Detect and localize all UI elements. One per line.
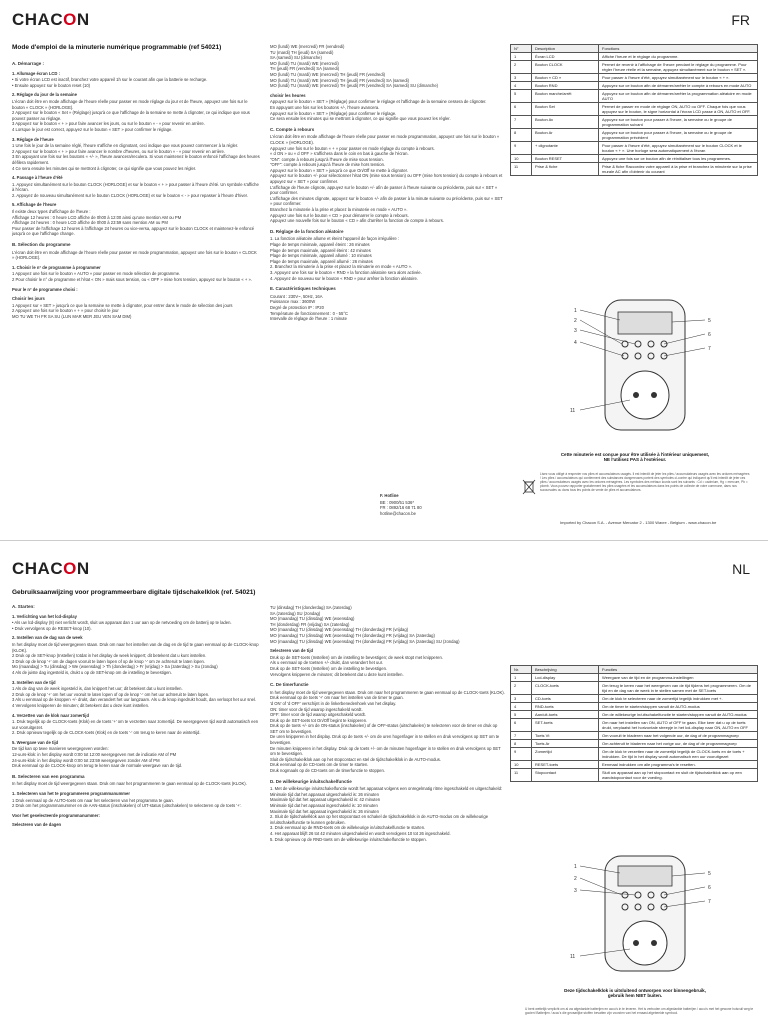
device-label: 3	[574, 888, 577, 894]
table-cell: Om terug te keren naar het weergeven van de tijd tijdens het programmeren. Om de tijd en de dag van de week in te stellen samen met de SET-toets	[599, 682, 758, 695]
device-label: 7	[708, 899, 711, 905]
paragraph: Plage de temps minimale, appareil éteint : 26 minutes	[270, 242, 370, 247]
paragraph: 2. Druk opnieuw tegelijk op de CLOCK-toets (Klok) en de toets '-' om terug te keren naar de wintertijd.	[12, 730, 201, 736]
subsection-heading: 4. Passage à l'heure d'été	[12, 175, 63, 181]
section-heading: B. Sélection du programme	[12, 242, 71, 248]
paragraph: OFF: timer voor de tijd waarop uitgeschakeld wordt.	[270, 712, 366, 718]
subsection-heading: 4. Verzetten van de klok naar zomertijd	[12, 712, 90, 718]
paragraph: "ON": compte à rebours jusqu'à l'heure de mise sous tension.	[270, 156, 384, 162]
table-cell: Bouton Av	[532, 116, 599, 129]
table-row	[511, 82, 758, 90]
paragraph: 1 Appuyez une fois sur le bouton « AUTO » pour passer en mode sélection de programme.	[12, 271, 181, 277]
device-label: 6	[708, 332, 711, 338]
paragraph: Plage de temps maximale, appareil éteint : 42 minutes	[270, 247, 371, 253]
table-cell: Bouton RND	[532, 82, 599, 90]
paragraph: 1 Une fois le jour de la semaine réglé, l'heure s'affiche en clignotant, ceci indique que vous pouvez commencer à la régler.	[12, 143, 239, 149]
table-cell: 10	[511, 155, 532, 163]
paragraph: 3 Appuyez sur le bouton « + » pour faire avancer les jours, ou sur le bouton « - » pour revenir en arrière.	[12, 121, 205, 127]
paragraph: MO (lundi) TU (mardi) WE (mercredi) TH (jeudi) FR (vendredi) SA (samedi) SU (dimanche)	[270, 83, 439, 89]
paragraph: MO TU WE TH FR SA SU (LUN MAR MER JEU VEN SAM DIM)	[12, 313, 132, 319]
chacon-logo: CHACON	[12, 559, 90, 578]
device-label: 5	[708, 318, 711, 324]
table-row	[511, 155, 758, 163]
paragraph: Ce sera ensuite les minutes qui se mettront à clignoter, ce qui signifie que vous pouvez les régler.	[270, 116, 451, 122]
paragraph: Sluit de tijdschakelklok aan op het stopcontact en stel de tijdschakelklok in de AUTO-modus.	[270, 756, 442, 762]
paragraph: Appuyez une fois sur le bouton « CD » pour démarrer le compte à rebours.	[270, 212, 409, 218]
timer-device-diagram	[540, 851, 740, 976]
table-cell: Pour passer à l'heure d'été, appuyez simultanément sur le bouton « + ».	[599, 74, 758, 82]
table-cell: CLOCK-toets	[532, 682, 599, 695]
table-cell: Toets Ar	[532, 740, 599, 748]
hotline-line: hotline@chacon.be	[380, 510, 416, 516]
paragraph: L'écran doit être en mode affichage de l'heure réelle pour passer en mode programmation, appuyez une fois sur le bouton « CLOCK » (HORLOGE).	[12, 249, 257, 261]
importer-footer: Imported by Chacon S.A. - Avenue Mercator 2 - 1300 Wavre - Belgium - www.chacon.be	[560, 520, 717, 525]
table-header-cell: Functies	[599, 666, 758, 674]
table-cell: 5	[511, 90, 532, 103]
paragraph: MO (maandag) TU (dinsdag) WE (woensdag) TH (donderdag) FR (vrijdag)	[270, 627, 409, 633]
hotline-title: F. Hotline	[380, 493, 399, 498]
table-cell: 1	[511, 674, 532, 682]
text-column-2	[270, 44, 505, 488]
table-cell: Écran LCD	[532, 53, 599, 61]
paragraph: 2 Pour choisir le n° de programme et l'état « ON » mais sous tension, ou « OFF » mise hors tension, appuyez sur le bouton « + ».	[12, 277, 253, 282]
table-cell: Bouton Set	[532, 103, 599, 116]
paragraph: MO (lundi) WE (mercredi) FR (vendredi)	[270, 44, 345, 49]
subsection-heading: Selecteren van de dagen	[12, 822, 62, 828]
paragraph: TH (donderdag) FR (vrijdag) SA (zaterdag)	[270, 621, 350, 627]
device-label: 11	[570, 954, 576, 960]
document-title: Gebruiksaanwijzing voor programmeerbare digitale tijdschakelklok (ref. 54021)	[12, 589, 256, 596]
table-cell: Om vooruit te bladeren naar het volgende uur, de dag of de programmagroep	[599, 732, 758, 740]
paragraph: MO (lundi) TU (mardi) WE (mercredi) TH (jeudi) FR (vendredi) SA (samedi)	[270, 77, 409, 83]
paragraph: TH (jeudi) FR (vendredi) SA (samedi)	[270, 66, 340, 72]
device-label: 11	[570, 408, 576, 414]
table-cell: RESET-toets	[532, 761, 599, 769]
paragraph: Appuyez sur le bouton « SET » (Réglage) pour confirmer le réglage et l'affichage de la semaine cessera de clignoter.	[270, 99, 487, 105]
battery-disposal-text: U bent wettelijk verplicht om al uw afgedankte batterijen en accu's in te leveren. Het is verboden om afgedankte batterijen / accu's met het gewone huisvuil weg te gooien! Batterijen / accu's die gevaarlijke stoffen bevatten zijn voorzien van het ernaast afgebeelde symbool.	[525, 1007, 754, 1015]
section-heading: C. De timerfunctie	[270, 682, 309, 688]
table-row	[511, 90, 758, 103]
device-label: 7	[708, 346, 711, 352]
paragraph: Appuyez sur le bouton +/- pour sélectionner l'état ON (mise sous tension) ou OFF (mise hors tension) du compte à rebours et appuyez sur « SET » pour confirmer.	[270, 173, 503, 185]
paragraph: Appuyez une nouvelle fois sur le bouton « CD » afin d'arrêter la fonction de compte à rebours.	[270, 218, 444, 224]
subsection-heading: 2. Réglage du jour de la semaine	[12, 92, 77, 98]
table-row	[511, 769, 758, 782]
paragraph: Als u eenmaal op de toetsen +/- drukt, dan verandert het uur.	[270, 660, 384, 666]
table-cell: Weergave van de tijd en de programma-instellingen	[599, 674, 758, 682]
paragraph: 3. Druk eenmaal op de RND-toets om de willekeurige in/uitschakelfunctie te starten.	[270, 825, 426, 831]
indoor-use-notice	[520, 452, 750, 462]
table-cell: 8	[511, 740, 532, 748]
paragraph: 1. Appuyez simultanément sur le bouton CLOCK (HORLOGE) et sur le bouton « + » pour passer à l'heure d'été. Un symbole s'affiche à l'écran.	[12, 181, 259, 193]
subsection-heading: 5. Affichage de l'heure	[12, 202, 57, 208]
table-cell: 3	[511, 695, 532, 703]
device-label: 1	[574, 308, 577, 314]
subsection-heading: 3. Réglage de l'heure	[12, 136, 54, 142]
table-cell: Bouton marche/arrêt	[532, 90, 599, 103]
text-column-2	[270, 605, 505, 1019]
paragraph: 2 Druk op de knop '+' om het uur vooruit te laten lopen of op de knop '-' om het uur achteruit te laten lopen.	[12, 691, 210, 697]
table-cell: 4	[511, 703, 532, 711]
table-cell: Om naar het instellen van ON, AUTO of OFF te gaan. Elke keer dat u op de toets drukt, verplaatst het horizontale streepje in het lcd-display naar ON, AUTO en OFF	[599, 719, 758, 732]
timer-device-diagram	[540, 290, 740, 445]
table-cell: Affiche l'heure et le réglage du programme.	[599, 53, 758, 61]
paragraph: Druk eenmaal op de CD-toets om de timer te starten.	[270, 762, 369, 768]
subsection-heading: 1. Choisir le n° de programme à programmer	[12, 264, 101, 270]
subsection-heading: 1. Verlichting van het lcd-display	[12, 613, 77, 619]
paragraph: 2 Druk om het programmanummer en de AAN-status (inschakelen) of UIT-status (uitschakelen) te selecteren op de toets '+'.	[12, 803, 242, 809]
paragraph: Courant : 230V~, 50Hz, 16A	[270, 293, 323, 299]
table-row	[511, 719, 758, 732]
paragraph: 12-uurs-klok: in het display wordt 0:00 tot 12:00 weergegeven met de indicatie AM of PM	[12, 752, 177, 758]
paragraph: 3 En appuyant une fois sur les boutons « +/- », l'heure avancera/reculera. Si vous maintenez le bouton enfoncé l'affichage des heures défilera rapidement.	[12, 154, 260, 165]
battery-disposal-text: Lisez vous obligé à respecter vos piles et accumulateurs usagés. Il est interdit de jeter les piles / accumulateurs usagés avec les ordures ménagères ! Les piles / accumulateurs qui contiennent des substances dangereuses portent des symboles ci-contre qui indiquent qu'il est interdit de jeter ces piles / accumulateurs usagés avec les ordures ménagères. Les symboles des métaux lourds sont les suivants : Cd = cadmium, Hg = mercure, Pb = plomb. Vous pouvez rapporter gratuitement les piles usagées et les accumulateurs dans les points de collecte de votre commune, dans nos succursales ou dans tous les points de vente de piles et accumulateurs.	[540, 472, 750, 492]
paragraph: ON: timer voor de tijd waarop ingeschakeld wordt.	[270, 706, 363, 712]
table-row	[511, 74, 758, 82]
table-cell: RND-toets	[532, 703, 599, 711]
device-label: 5	[708, 871, 711, 877]
table-row	[511, 732, 758, 740]
paragraph: 4. Appuyez de nouveau sur le bouton « RND » pour arrêter la fonction aléatoire.	[270, 275, 419, 281]
table-cell: SET-toets	[532, 719, 599, 732]
paragraph: SA (samedi) SU (dimanche)	[270, 55, 322, 61]
table-row	[511, 748, 758, 761]
paragraph: 'd ON' of 'd OFF' verschijnt in de linkerbenedenhoek van het display.	[270, 700, 397, 706]
paragraph: Druk op de SET-toets (Instellen) om de instelling te bevestigen.	[270, 665, 388, 671]
subsection-heading: Selecteren van de tijd	[270, 648, 314, 654]
table-cell: Om achteruit te bladeren naar het vorige uur, de dag of de programmagroep	[599, 740, 758, 748]
subsection-heading: Voor het geselecteerde programmanummer:	[12, 812, 100, 818]
page-dutch	[0, 541, 768, 1024]
table-row	[511, 61, 758, 74]
paragraph: Druk op de SET-toets tot On/Off begint te knipperen.	[270, 717, 368, 723]
paragraph: • Als uw lcd-display (8) niet verlicht wordt, sluit uw apparaat dan 1 uur aan op de netvoeding om de batterij op te laden.	[12, 620, 232, 626]
paragraph: "OFF": compte à rebours jusqu'à l'heure de mise hors tension.	[270, 162, 386, 168]
paragraph: Druk op de toets +/- om de ON-status (inschakelen) of de OFF-status (uitschakelen) te selecteren voor de timer en druk op SET om te bevestigen.	[270, 723, 498, 734]
device-label: 6	[708, 885, 711, 891]
section-heading: C. Compte à rebours	[270, 126, 315, 132]
paragraph: 1 Als de dag van de week ingesteld is, dan knippert het uur; dit betekent dat u kunt instellen.	[12, 686, 183, 692]
paragraph: Druk op de SET-toets (Instellen) om de instelling te bevestigen; de week stopt met knipperen.	[270, 654, 443, 660]
paragraph: 24-uurs-klok: in het display wordt 0:00 tot 23:59 weergegeven zonder AM of PM	[12, 757, 160, 763]
table-cell: Om de klok te selecteren naar de zomertijd tegelijk indrukken met +.	[599, 695, 758, 703]
paragraph: Minimale tijd dat het apparaat uitgeschakeld is: 26 minuten	[270, 791, 379, 797]
paragraph: 2. Branchez la minuterie à la prise et placez la minuterie en mode « AUTO ».	[270, 264, 413, 270]
paragraph: In het display moet de tijd weergegeven staan. Druk om naar het instellen van de dag en de tijd te gaan eenmaal op de CLOCK-knop (KLOK).	[12, 641, 259, 653]
notice-line: Cette minuterie est conçue pour être utilisée à l'intérieur uniquement,	[560, 452, 710, 457]
section-heading: D. Réglage de la fonction aléatoire	[270, 228, 344, 234]
table-cell: 1	[511, 53, 532, 61]
paragraph: De minuten knipperen in het display. Druk op de toets +/- om de minuten hoger/lager in te stellen en druk vervolgens op SET om te bevestigen.	[270, 745, 501, 757]
subsection-heading: choisir les heures	[270, 92, 306, 98]
paragraph: Pour passer de l'affichage 12 heures à l'affichage 24 heures ou vice-versa, appuyez sur le bouton CLOCK et maintenez-le enfoncé jusqu'à ce que l'affichage change.	[12, 225, 255, 237]
table-header-cell: Beschrijving	[532, 666, 599, 674]
table-cell: 7	[511, 116, 532, 129]
paragraph: Druk eenmaal op de CLOCK-knop om terug te keren naar de normale weergave van de tijd.	[12, 763, 183, 769]
paragraph: 1 Druk eenmaal op de AUTO-toets om naar het selecteren van het programma te gaan.	[12, 797, 174, 803]
paragraph: 4 Vervolgens knipperen de minuten; dit betekent dat u deze kunt instellen.	[12, 702, 150, 708]
paragraph: 4. Het apparaat blijft 26 tot 42 minuten uitgeschakeld en wordt vervolgens 10 tot 26 ingeschakeld.	[270, 830, 451, 836]
hotline-box	[380, 489, 500, 516]
table-cell: 4	[511, 82, 532, 90]
section-heading: A. Starten:	[12, 604, 35, 609]
table-cell: 5	[511, 711, 532, 719]
table-cell: Appuyez sur ce bouton pour passer à l'heure, la semaine ou le groupe de programmation précédent	[599, 129, 758, 142]
section-heading: E. Caractéristiques techniques	[270, 286, 336, 292]
language-label: NL	[732, 561, 750, 577]
paragraph: TU (mardi) TH (jeudi) SA (samedi)	[270, 49, 334, 55]
paragraph: De uren knipperen in het display. Druk op de toets +/- om de uren hoger/lager in te stellen en druk vervolgens op SET om te bevestigen.	[270, 734, 500, 746]
paragraph: De tijd kan op twee manieren weergegeven worden:	[12, 746, 109, 752]
table-cell: Eenmaal indrukken om alle programma's te resetten.	[599, 761, 758, 769]
table-cell: 10	[511, 761, 532, 769]
table-cell: Aan/uit-toets	[532, 711, 599, 719]
section-heading: B. Selecteren van een programma	[12, 773, 85, 779]
paragraph: 4 Als de juiste dag ingesteld is, drukt u op de SET-knop om de instelling te bevestigen.	[12, 669, 172, 675]
functions-table	[510, 665, 758, 782]
table-cell: 6	[511, 103, 532, 116]
table-cell: Zomertijd	[532, 748, 599, 761]
table-row	[511, 129, 758, 142]
paragraph: In het display moet de tijd weergegeven staan. Druk om naar het programmeren te gaan eenmaal op de CLOCK-toets (KLOK).	[270, 689, 505, 695]
subsection-heading: Pour le n° de programme choisi :	[12, 286, 78, 292]
subsection-heading: 5. Weergave van de tijd	[12, 739, 59, 745]
paragraph: Appuyez sur le bouton « SET » (Réglage) pour confirmer le réglage.	[270, 110, 397, 116]
paragraph: Druk eenmaal op de toets '+' om naar het instellen van de timer te gaan.	[270, 695, 404, 701]
table-cell: 7	[511, 732, 532, 740]
notice-line: NE l'utilisez PAS à l'extérieur.	[603, 457, 667, 462]
table-cell: Permet de passer en mode de réglage ON, AUTO ou OFF. Chaque fois que vous appuyez sur le bouton, le signe horizontal à l'écran LCD passe à ON, AUTO et OFF.	[599, 103, 758, 116]
paragraph: Affichage 12 heures : 0 heure LCD affiche de 0h00 à 12:00 ainsi qu'une mention AM ou PM	[12, 214, 182, 220]
language-label: FR	[731, 12, 750, 28]
paragraph: Maximale tijd dat het apparaat uitgeschakeld is: 42 minuten	[270, 797, 381, 803]
paragraph: 2. Sluit de tijdschakelklok aan op het stopcontact en schakel de tijdschakelklok in de AUTO-modus om de willekeurige in/uitschakelfunctie te kunnen gebruiken.	[270, 814, 489, 825]
paragraph: • Ensuite appuyez sur le bouton reset (10)	[12, 82, 91, 88]
paragraph: Puissance max : 3600W	[270, 299, 316, 305]
paragraph: 1 Appuyez sur « SET » jusqu'à ce que la semaine se mette à clignoter, pour entrer dans le mode de sélection des jours	[12, 302, 233, 308]
paragraph: 1. Druk tegelijk op de CLOCK-toets (Klok) en de toets '+' om te verzetten naar zomertijd. De weergegeven tijd wordt automatisch een uur vooruitgezet.	[12, 719, 259, 730]
paragraph: 2. Appuyez de nouveau simultanément sur le bouton CLOCK (HORLOGE) et sur le bouton « - » pour repasser à l'heure d'hiver.	[12, 192, 248, 198]
chacon-logo: CHACON	[12, 10, 90, 29]
paragraph: Appuyez sur le bouton « SET » jusqu'à ce que On/Off se mette à clignoter.	[270, 167, 408, 173]
paragraph: Mo (maandag) > Tu (dinsdag) > We (woensdag) > Th (donderdag) > Fr (vrijdag) > Sa (zaterdag) > Su (zondag)	[12, 664, 218, 670]
table-cell: Appuyez une fois sur ce bouton afin de réinitialiser tous les programmes.	[599, 155, 758, 163]
table-cell: Lcd-display	[532, 674, 599, 682]
paragraph: Plage de temps minimale, appareil allumé : 10 minutes	[270, 253, 372, 259]
table-row	[511, 761, 758, 769]
table-cell: 11	[511, 163, 532, 176]
table-header-row	[511, 45, 758, 53]
paragraph: Affichage 24 heures : 0 heure LCD affiche de 0h00 à 23:59 sans mention AM ou PM	[12, 220, 168, 226]
table-cell: Permet de revenir à l'affichage de l'heure pendant le réglage du programme. Pour régler l'heure réelle et la semaine, appuyez simultanément sur le bouton « SET ».	[599, 61, 758, 74]
section-heading: A. Démarrage :	[12, 61, 45, 66]
text-column-1	[12, 56, 260, 526]
subsection-heading: 1. Selecteren van het te programmeren programmanummer	[12, 791, 130, 797]
table-row	[511, 682, 758, 695]
device-label: 2	[574, 318, 577, 324]
subsection-heading: 2. Instellen van de dag van de week	[12, 635, 83, 641]
table-cell: + clignotante	[532, 142, 599, 155]
paragraph: Température de fonctionnement : 0 - 55°C	[270, 310, 349, 316]
table-cell: Om de willekeurige in/uitschakelfunctie te starten/stoppen vanuit de AUTO-modus	[599, 711, 758, 719]
paragraph: L'écran doit être en mode affichage de l'heure réelle pour passer en mode programmation, appuyez une fois sur le bouton « CLOCK » (HORLOGE).	[270, 134, 500, 145]
hotline-line: BE : 0900/51 536*	[380, 499, 414, 505]
paragraph: MO (maandag) TU (dinsdag) WE (woensdag) TH (donderdag) FR (vrijdag) SA (zaterdag)	[270, 632, 435, 638]
table-row	[511, 695, 758, 703]
table-cell: Bouton « CD »	[532, 74, 599, 82]
paragraph: 4 Lorsque le jour est correct, appuyez sur le bouton « SET » pour confirmer le réglage.	[12, 126, 173, 132]
paragraph: 1. Met de willekeurige in/uitschakelfunctie wordt het apparaat volgens een onregelmatig ritme ingeschakeld en uitgeschakeld:	[270, 786, 503, 792]
paragraph: 2 Appuyez sur le bouton « + » pour faire avancer le nombre d'heures, ou sur le bouton « - » pour revenir en arrière.	[12, 148, 225, 154]
table-cell: Bouton CLOCK	[532, 61, 599, 74]
paragraph: MO (maandag) TU (dinsdag) WE (woensdag)	[270, 616, 355, 622]
table-row	[511, 711, 758, 719]
subsection-heading: 3. Instellen van de tijd	[12, 679, 56, 685]
notice-line: gebruik hem NIET buiten.	[607, 993, 663, 998]
paragraph: 2 Druk op de SET-knop (Instellen) totdat in het display de week knippert; dit betekent dat u kunt instellen.	[12, 653, 207, 659]
paragraph: 5. Druk opnieuw op de RND-toets om de willekeurige in/uitschakelfunctie te stoppen.	[270, 836, 427, 842]
paragraph: MO (lundi) TU (mardi) WE (mercredi) TH (jeudi) FR (vendredi)	[270, 71, 386, 77]
paragraph: L'affichage des minutes clignote, appuyez sur le bouton +/- afin de passer à la minute suivante ou précédente, puis sur « SET » pour confirmer.	[270, 195, 503, 207]
paragraph: L'écran doit être en mode affichage de l'heure réelle pour passer en mode réglage du jour et de l'heure, appuyez une fois sur le bouton « CLOCK » (HORLOGE).	[12, 98, 248, 110]
table-row	[511, 142, 758, 155]
table-cell: Toets Vt	[532, 732, 599, 740]
indoor-use-notice	[520, 988, 750, 998]
paragraph: Degré de protection IP : IP20	[270, 304, 324, 310]
section-heading: D. De willekeurige in/uitschakelfunctie	[270, 778, 352, 784]
device-label: 3	[574, 328, 577, 334]
table-cell: 8	[511, 129, 532, 142]
table-cell: Pour passer à l'heure d'été, appuyez simultanément sur le bouton CLOCK et le bouton « + ». Une horloge sera automatiquement à l'écran	[599, 142, 758, 155]
table-cell: Bouton Ar	[532, 129, 599, 142]
paragraph: 3 Druk op de knop '+' om de dagen vooruit te laten lopen of op de knop '-' om ze achteruit te laten lopen.	[12, 658, 206, 664]
paragraph: In het display moet de tijd weergegeven staan. Druk om naar het programmeren te gaan eenmaal op de CLOCK-toets (KLOK).	[12, 781, 247, 787]
table-cell: Om de timer te starten/stoppen vanuit de AUTO-modus	[599, 703, 758, 711]
paragraph: 2 Appuyez sur le bouton « Set » (Réglage) jusqu'à ce que l'affichage de la semaine se mette à clignoter, ce qui indique que vous pouvez passer au réglage.	[12, 110, 250, 121]
paragraph: • Druk vervolgens op de RESET-knop (10).	[12, 625, 92, 631]
table-row	[511, 116, 758, 129]
paragraph: 2 Appuyez une fois sur le bouton « + » pour choisir le jour	[12, 308, 119, 314]
table-row	[511, 53, 758, 61]
paragraph: 3. Appuyez une fois sur le bouton « RND » la fonction aléatoire sera alors activée.	[270, 269, 422, 275]
device-label: 4	[574, 340, 577, 346]
paragraph: Minimale tijd dat het apparaat ingeschakeld is: 10 minuten	[270, 803, 378, 808]
paragraph: Druk nogmaals op de CD-toets om de timerfunctie te stoppen.	[270, 768, 385, 774]
paragraph: Il existe deux types d'affichage de l'heure :	[12, 209, 91, 215]
table-header-row	[511, 666, 758, 674]
table-cell: 6	[511, 719, 532, 732]
table-cell: Appuyez sur ce bouton afin de démarrer/arrêter la programmation aléatoire en mode AUTO	[599, 90, 758, 103]
table-row	[511, 740, 758, 748]
document-title: Mode d'emploi de la minuterie numérique programmable (ref 54021)	[12, 44, 222, 51]
text-column-1	[12, 599, 260, 1019]
table-cell: 2	[511, 682, 532, 695]
table-cell: 9	[511, 142, 532, 155]
subsection-heading: Choisir les jours	[12, 296, 45, 302]
paragraph: L'affichage de l'heure clignote, appuyez sur le bouton +/- afin de passer à l'heure suivante ou précédente, puis sur « SET » pour confirmer.	[270, 184, 498, 196]
subsection-heading: 1. Allumage écran LCD :	[12, 70, 61, 76]
paragraph: 1. La fonction aléatoire allume et éteint l'appareil de façon irrégulière :	[270, 236, 400, 242]
paragraph: • Si votre écran LCD est inactif, branchez votre appareil 1h sur le courant afin que la batterie se recharge.	[12, 77, 208, 83]
notice-line: Deze tijdschakelklok is uitsluitend ontworpen voor binnengebruik,	[564, 988, 706, 993]
paragraph: 4 Ce sera ensuite les minutes qui se mettront à clignoter, ce qui signifie que vous pouvez les régler.	[12, 165, 197, 171]
table-cell: 3	[511, 74, 532, 82]
table-cell: 2	[511, 61, 532, 74]
table-header-cell: N°	[511, 45, 532, 53]
table-row	[511, 163, 758, 176]
table-cell: 9	[511, 748, 532, 761]
table-cell: Appuyez sur ce bouton pour passer à l'heure, la semaine ou le groupe de programmation suivant	[599, 116, 758, 129]
table-row	[511, 674, 758, 682]
paragraph: Branchez la minuterie à la prise et placez la minuterie en mode « AUTO ».	[270, 207, 408, 213]
hotline-line: FR : 0892/16 68 71 80	[380, 505, 422, 511]
table-row	[511, 103, 758, 116]
functions-table	[510, 44, 758, 176]
table-cell: Prise & fiche	[532, 163, 599, 176]
table-cell: Om de klok te verzetten naar de zomertijd tegelijk de CLOCK-toets en de toets + indrukken. De tijd in het display wordt automatisch een uur vooruitgezet	[599, 748, 758, 761]
table-row	[511, 703, 758, 711]
paragraph: MO (maandag) TU (dinsdag) WE (woensdag) TH (donderdag) FR (vrijdag) SA (zaterdag) SU (zondag)	[270, 638, 460, 644]
paragraph: Vervolgens knipperen de minuten; dit betekent dat u deze kunt instellen.	[270, 671, 404, 677]
paragraph: Appuyez une fois sur le bouton « + » pour passer en mode réglage du compte à rebours.	[270, 145, 435, 151]
paragraph: « d ON » ou « d OFF » s'affichera dans le coin en bas à gauche de l'écran.	[270, 151, 409, 157]
table-header-cell: Fonctions	[599, 45, 758, 53]
paragraph: TU (dinsdag) TH (donderdag) SA (zaterdag)	[270, 605, 352, 610]
table-cell: 11	[511, 769, 532, 782]
table-cell: Stopcontact	[532, 769, 599, 782]
device-label: 2	[574, 876, 577, 882]
paragraph: Intervalle de réglage de l'heure : 1 minute	[270, 316, 347, 322]
table-header-cell: Description	[532, 45, 599, 53]
table-cell: Bouton RESET	[532, 155, 599, 163]
paragraph: Plage de temps maximale, appareil allumé : 26 minutes	[270, 258, 373, 264]
table-cell: Appuyez sur ce bouton afin de démarrer/arrêter le compte à rebours en mode AUTO	[599, 82, 758, 90]
paragraph: MO (lundi) TU (mardi) WE (mercredi)	[270, 60, 339, 66]
table-header-cell: Nr.	[511, 666, 532, 674]
table-cell: CD-toets	[532, 695, 599, 703]
paragraph: Maximale tijd dat het apparaat ingeschakeld is: 26 minuten	[270, 808, 379, 814]
table-cell: Prise & fiche Raccordez votre appareil à la prise et branchez la minuterie sur la prise murale AC afin d'obtenir du courant	[599, 163, 758, 176]
table-cell: Sluit uw apparaat aan op het stopcontact en sluit de tijdschakelklok aan op een wandstopcontact voor de voeding.	[599, 769, 758, 782]
device-label: 1	[574, 864, 577, 870]
paragraph: En appuyant une fois sur les boutons +/-, l'heure avancera.	[270, 104, 380, 110]
paragraph: 3 Als u eenmaal op de knoppen +/- drukt, dan verandert het uur langzaam. Als u de knop ingedrukt houdt, dan verloopt het uur snel.	[12, 697, 257, 703]
wheelie-bin-icon	[522, 478, 536, 496]
paragraph: SA (zaterdag) SU (zondag)	[270, 610, 321, 616]
